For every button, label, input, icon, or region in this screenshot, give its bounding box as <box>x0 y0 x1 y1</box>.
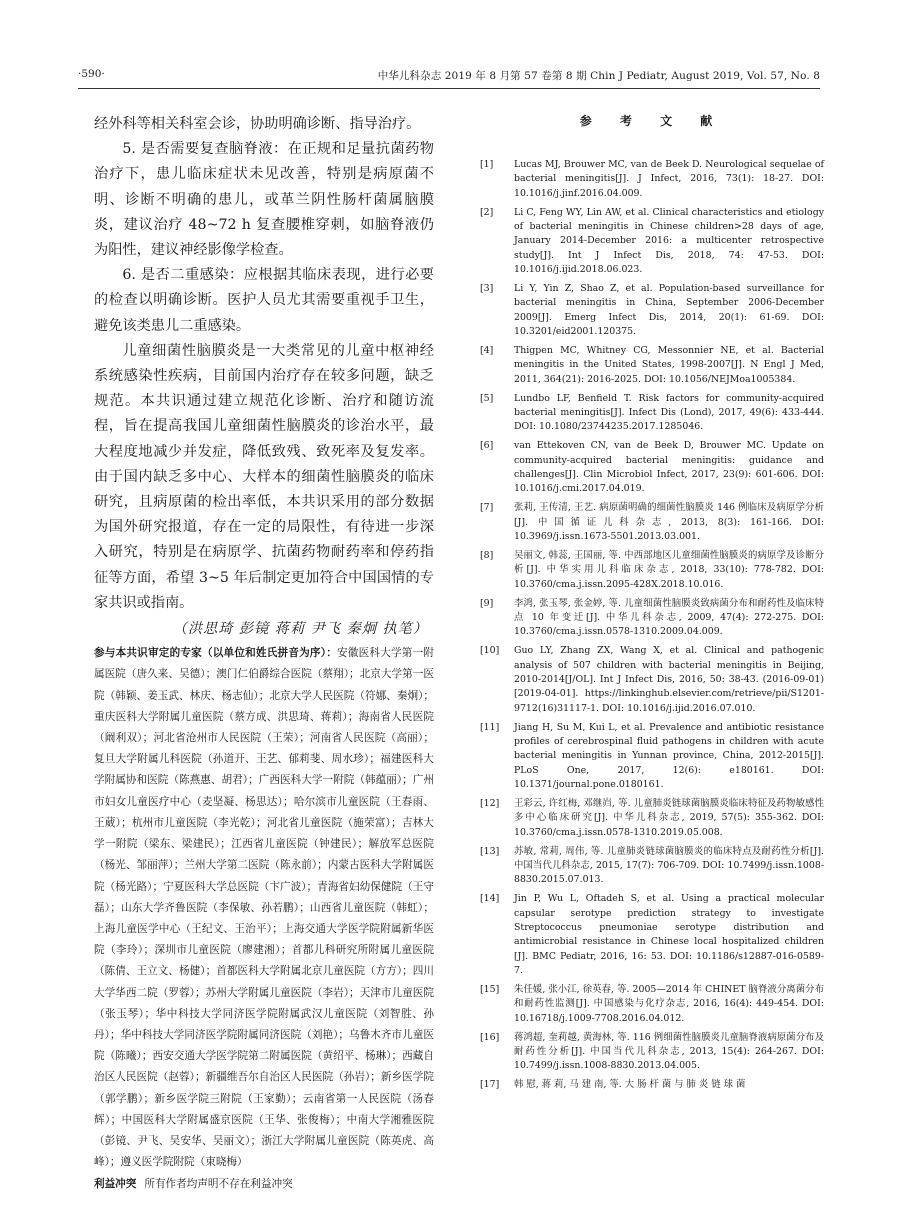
reference-item <box>480 501 824 544</box>
reference-number: [3] <box>480 283 494 295</box>
reference-number: [12] <box>480 797 500 809</box>
reference-number: [10] <box>480 645 500 657</box>
reference-item <box>480 983 824 1026</box>
coi-text: 所有作者均声明不存在利益冲突 <box>144 1178 293 1191</box>
reference-number: [11] <box>480 721 500 733</box>
reference-text: 苏敏, 常莉, 周伟, 等. 儿童肺炎链球菌脑膜炎的临床特点及耐药性分析[J]. 中国当代儿科杂志, 2015, 17(7): 706-709. DOI: 10.7499/j.issn.1008-8830.2015.07.013. <box>514 845 824 886</box>
reference-item <box>480 1078 824 1092</box>
reference-text: van Ettekoven CN, van de Beek D, Brouwer MC. Update on community-acquired bacterial meningitis: guidance and challenges[J]. Clin Microbiol Infect, 2017, 23(9): 601-606. DOI: 10.1016/j.cmi.2017.04.019. <box>514 440 824 495</box>
reference-number: [1] <box>480 159 494 170</box>
reference-text: Lundbo LF, Benfield T. Risk factors for community-acquired bacterial meningitis[J]. Infect Dis (Lond), 2017, 49(6): 433-444. DOI: 10.1080/23744235.2017.1285046. <box>514 392 824 433</box>
body-paragraph: 儿童细菌性脑膜炎是一大类常见的儿童中枢神经系统感染性疾病，目前国内治疗存在较多问题，缺乏规范。本共识通过建立规范化诊断、治疗和随访流程，旨在提高我国儿童细菌性脑膜炎的诊治水平，最大程度地减少并发症，降低致残、致死率及复发率。由于国内缺乏多中心、大样本的细菌性脑膜炎的临床研究，且病原菌的检出率低，本共识采用的部分数据为国外研究报道，存在一定的局限性，有待进一步深入研究，特别是在病原学、抗菌药物耐药率和停药指征等方面，希望 3~5 年后制定更加符合中国国情的专家共识或指南。 <box>94 342 434 611</box>
reference-text: 韩 慰, 蒋 莉, 马 建 南, 等. 大 肠 杆 菌 与 肺 炎 链 球 菌 <box>514 1079 746 1091</box>
page-number: ·590· <box>78 68 105 80</box>
reference-number: [4] <box>480 345 494 357</box>
main-text-column <box>94 112 434 1195</box>
running-header <box>78 66 820 89</box>
reference-number: [13] <box>480 845 500 857</box>
reference-item <box>480 892 824 978</box>
reference-item <box>480 549 824 592</box>
reference-number: [14] <box>480 893 500 905</box>
expert-list-lead: 参与本共识审定的专家（以单位和姓氏拼音为序）： <box>94 647 338 660</box>
references-heading: 参 考 文 献 <box>579 114 725 128</box>
reference-item <box>480 797 824 840</box>
reference-number: [8] <box>480 549 494 561</box>
reference-number: [6] <box>480 440 494 452</box>
reference-item <box>480 344 824 387</box>
reference-text: Thigpen MC, Whitney CG, Messonnier NE, et al. Bacterial meningitis in the United States, 1998-2007[J]. N Engl J Med, 2011, 364(21): 2016-2025. DOI: 10.1056/NEJMoa1005384. <box>514 345 824 385</box>
reference-text: Guo LY, Zhang ZX, Wang X, et al. Clinical and pathogenic analysis of 507 children with bacterial meningitis in Beijing, 2010-2014[J/OL]. Int J Infect Dis, 2016, 50: 38-43. (2016-09-01) [2019-04-01]. https://linkinghub.elsevier.com/retrieve/pii/S1201-9712(16)31117-1. DOI: 10.1016/j.ijid.2016.07.010. <box>514 645 824 714</box>
reference-number: [9] <box>480 597 494 609</box>
reference-text: Li C, Feng WY, Lin AW, et al. Clinical characteristics and etiology of bacterial meningitis in Chinese children>28 days of age, January 2014-December 2016: a multicenter retrospective study[J]. Int J Infect Dis, 2018, 74: 47-53. DOI: 10.1016/j.ijid.2018.06.023. <box>514 206 824 276</box>
reference-text: 王彩云, 许红梅, 邓继岿, 等. 儿童肺炎链球菌脑膜炎临床特征及药物敏感性多中心临床研究[J]. 中华儿科杂志, 2019, 57(5): 355-362. DOI: 10.3760/cma.j.issn.0578-1310.2019.05.008. <box>514 797 824 838</box>
reference-list <box>480 158 824 1093</box>
reference-number: [16] <box>480 1031 500 1043</box>
reference-item <box>480 158 824 201</box>
expert-list <box>94 643 434 1173</box>
reference-item <box>480 206 824 278</box>
reference-text: 张莉, 王传清, 王艺. 病原菌明确的细菌性脑膜炎 146 例临床及病原学分析[J]. 中国循证儿科杂志, 2013, 8(3): 161-166. DOI: 10.3969/j.issn.1673-5501.2013.03.001. <box>514 502 824 543</box>
body-paragraph: 经外科等相关科室会诊，协助明确诊断、指导治疗。 <box>94 116 421 132</box>
reference-item <box>480 1031 824 1074</box>
reference-text: 蒋鸿超, 奎莉越, 黄海林, 等. 116 例细菌性脑膜炎儿童脑脊液病原菌分布及耐药性分析[J]. 中国当代儿科杂志, 2013, 15(4): 264-267. DOI: 10.7499/j.issn.1008-8830.2013.04.005. <box>514 1031 824 1072</box>
body-paragraph: 5. 是否需要复查脑脊液：在正规和足量抗菌药物治疗下，患儿临床症状未见改善，特别是病原菌不明、诊断不明确的患儿，或革兰阴性肠杆菌属脑膜炎，建议治疗 48~72 h 复查腰椎穿刺，如脑脊液仍为阳性，建议神经影像学检查。 <box>94 141 434 259</box>
reference-text: 朱任媛, 张小江, 徐英春, 等. 2005—2014 年 CHINET 脑脊液分离菌分布和耐药性监测[J]. 中国感染与化疗杂志, 2016, 16(4): 449-454. DOI: 10.16718/j.1009-7708.2016.04.012. <box>514 984 824 1024</box>
reference-text: Li Y, Yin Z, Shao Z, et al. Population-based surveillance for bacterial meningitis in China, September 2006-December 2009[J]. Emerg Infect Dis, 2014, 20(1): 61-69. DOI: 10.3201/eid2001.120375. <box>514 283 824 338</box>
body-paragraph: 6. 是否二重感染：应根据其临床表现，进行必要的检查以明确诊断。医护人员尤其需要重视手卫生，避免该类患儿二重感染。 <box>94 267 434 334</box>
reference-item <box>480 721 824 793</box>
reference-item <box>480 845 824 888</box>
reference-item <box>480 597 824 640</box>
coi-label: 利益冲突 <box>94 1178 137 1191</box>
reference-number: [2] <box>480 206 494 218</box>
author-signature: （洪思琦 彭镜 蒋莉 尹飞 秦炯 执笔） <box>172 621 428 638</box>
reference-item <box>480 439 824 497</box>
expert-list-text: 安徽医科大学第一附属医院（唐久来、吴德）；澳门仁伯爵综合医院（蔡翔）；北京大学第一医院（韩颖、姜玉武、林庆、杨志仙）；北京大学人民医院（符娜、秦炯）；重庆医科大学附属儿童医院（蔡方成、洪思琦、蒋莉）；海南省人民医院（阚利双）；河北省沧州市人民医院（王荣）；河南省人民医院（高丽）；复旦大学附属儿科医院（孙道开、王艺、郁莉斐、周水珍）；福建医科大学附属协和医院（陈燕惠、胡君）；广西医科大学一附院（韩蕴丽）；广州市妇女儿童医疗中心（麦坚凝、杨思达）；哈尔滨市儿童医院（王春雨、王葳）；杭州市儿童医院（李光乾）；河北省儿童医院（施荣富）；吉林大学一附院（梁东、梁建民）；江西省儿童医院（钟建民）；解放军总医院（杨光、邹丽萍）；兰州大学第二医院（陈永前）；内蒙古医科大学附属医院（杨光路）；宁夏医科大学总医院（卞广波）；青海省妇幼保健院（王守磊）；山东大学齐鲁医院（李保敏、孙若鹏）；山西省儿童医院（韩虹）；上海儿童医学中心（王纪文、王治平）；上海交通大学医学院附属新华医院（李玲）；深圳市儿童医院（廖建湘）；首都儿科研究所附属儿童医院（陈倩、王立文、杨健）；首都医科大学附属北京儿童医院（方方）；四川大学华西二院（罗蓉）；苏州大学附属儿童医院（李岩）；天津市儿童医院（张玉琴）；华中科技大学同济医学院附属武汉儿童医院（刘智胜、孙丹）；华中科技大学同济医学院附属同济医院（刘艳）；乌鲁木齐市儿童医院（陈曦）；西安交通大学医学院第二附属医院（黄绍平、杨琳）；西藏自治区人民医院（赵蓉）；新疆维吾尔自治区人民医院（孙岩）；新乡医学院（郭学鹏）；新乡医学院三附院（王家勤）；云南省第一人民医院（汤春辉）；中国医科大学附属盛京医院（王华、张俊梅）；中南大学湘雅医院（彭镜、尹飞、吴安华、吴丽文）；浙江大学附属儿童医院（陈英虎、高峰）；遵义医学院附院（束晓梅） <box>94 647 434 1169</box>
reference-item <box>480 282 824 340</box>
reference-text: Lucas MJ, Brouwer MC, van de Beek D. Neurological sequelae of bacterial meningitis[J]. J Infect, 2016, 73(1): 18-27. DOI: 10.1016/j.jinf.2016.04.009. <box>514 159 824 199</box>
reference-text: 李鸿, 张玉琴, 张金婷, 等. 儿童细菌性脑膜炎致病菌分布和耐药性及临床特点 10 年变迁[J]. 中华儿科杂志, 2009, 47(4): 272-275. DOI: 10.3760/cma.j.issn.0578-1310.2009.04.009. <box>514 597 824 638</box>
reference-text: Jin P, Wu L, Oftadeh S, et al. Using a practical molecular capsular serotype prediction strategy to investigate Streptococcus pneumoniae serotype distribution and antimicrobial resistance in Chinese local hospitalized children [J]. BMC Pediatr, 2016, 16: 53. DOI: 10.1186/s12887-016-0589-7. <box>514 893 824 977</box>
reference-number: [7] <box>480 502 494 514</box>
journal-citation: 中华儿科杂志 2019 年 8 月第 57 卷第 8 期 Chin J Pediatr, August 2019, Vol. 57, No. 8 <box>377 70 820 82</box>
reference-number: [5] <box>480 392 494 404</box>
reference-item <box>480 392 824 435</box>
conflict-of-interest <box>94 1174 434 1195</box>
reference-text: Jiang H, Su M, Kui L, et al. Prevalence and antibiotic resistance profiles of cerebrospinal fluid pathogens in children with acute bacterial meningitis in Yunnan province, China, 2012-2015[J]. PLoS One, 2017, 12(6): e180161. DOI: 10.1371/journal.pone.0180161. <box>514 721 824 791</box>
reference-number: [15] <box>480 984 500 995</box>
references-column <box>480 112 824 1097</box>
reference-number: [17] <box>480 1079 500 1091</box>
reference-item <box>480 644 824 716</box>
reference-text: 吴丽文, 韩蕊, 王国丽, 等. 中西部地区儿童细菌性脑膜炎的病原学及诊断分析[J]. 中华实用儿科临床杂志, 2018, 33(10): 778-782. DOI: 10.3760/cma.j.issn.2095-428X.2018.10.016. <box>514 549 824 590</box>
